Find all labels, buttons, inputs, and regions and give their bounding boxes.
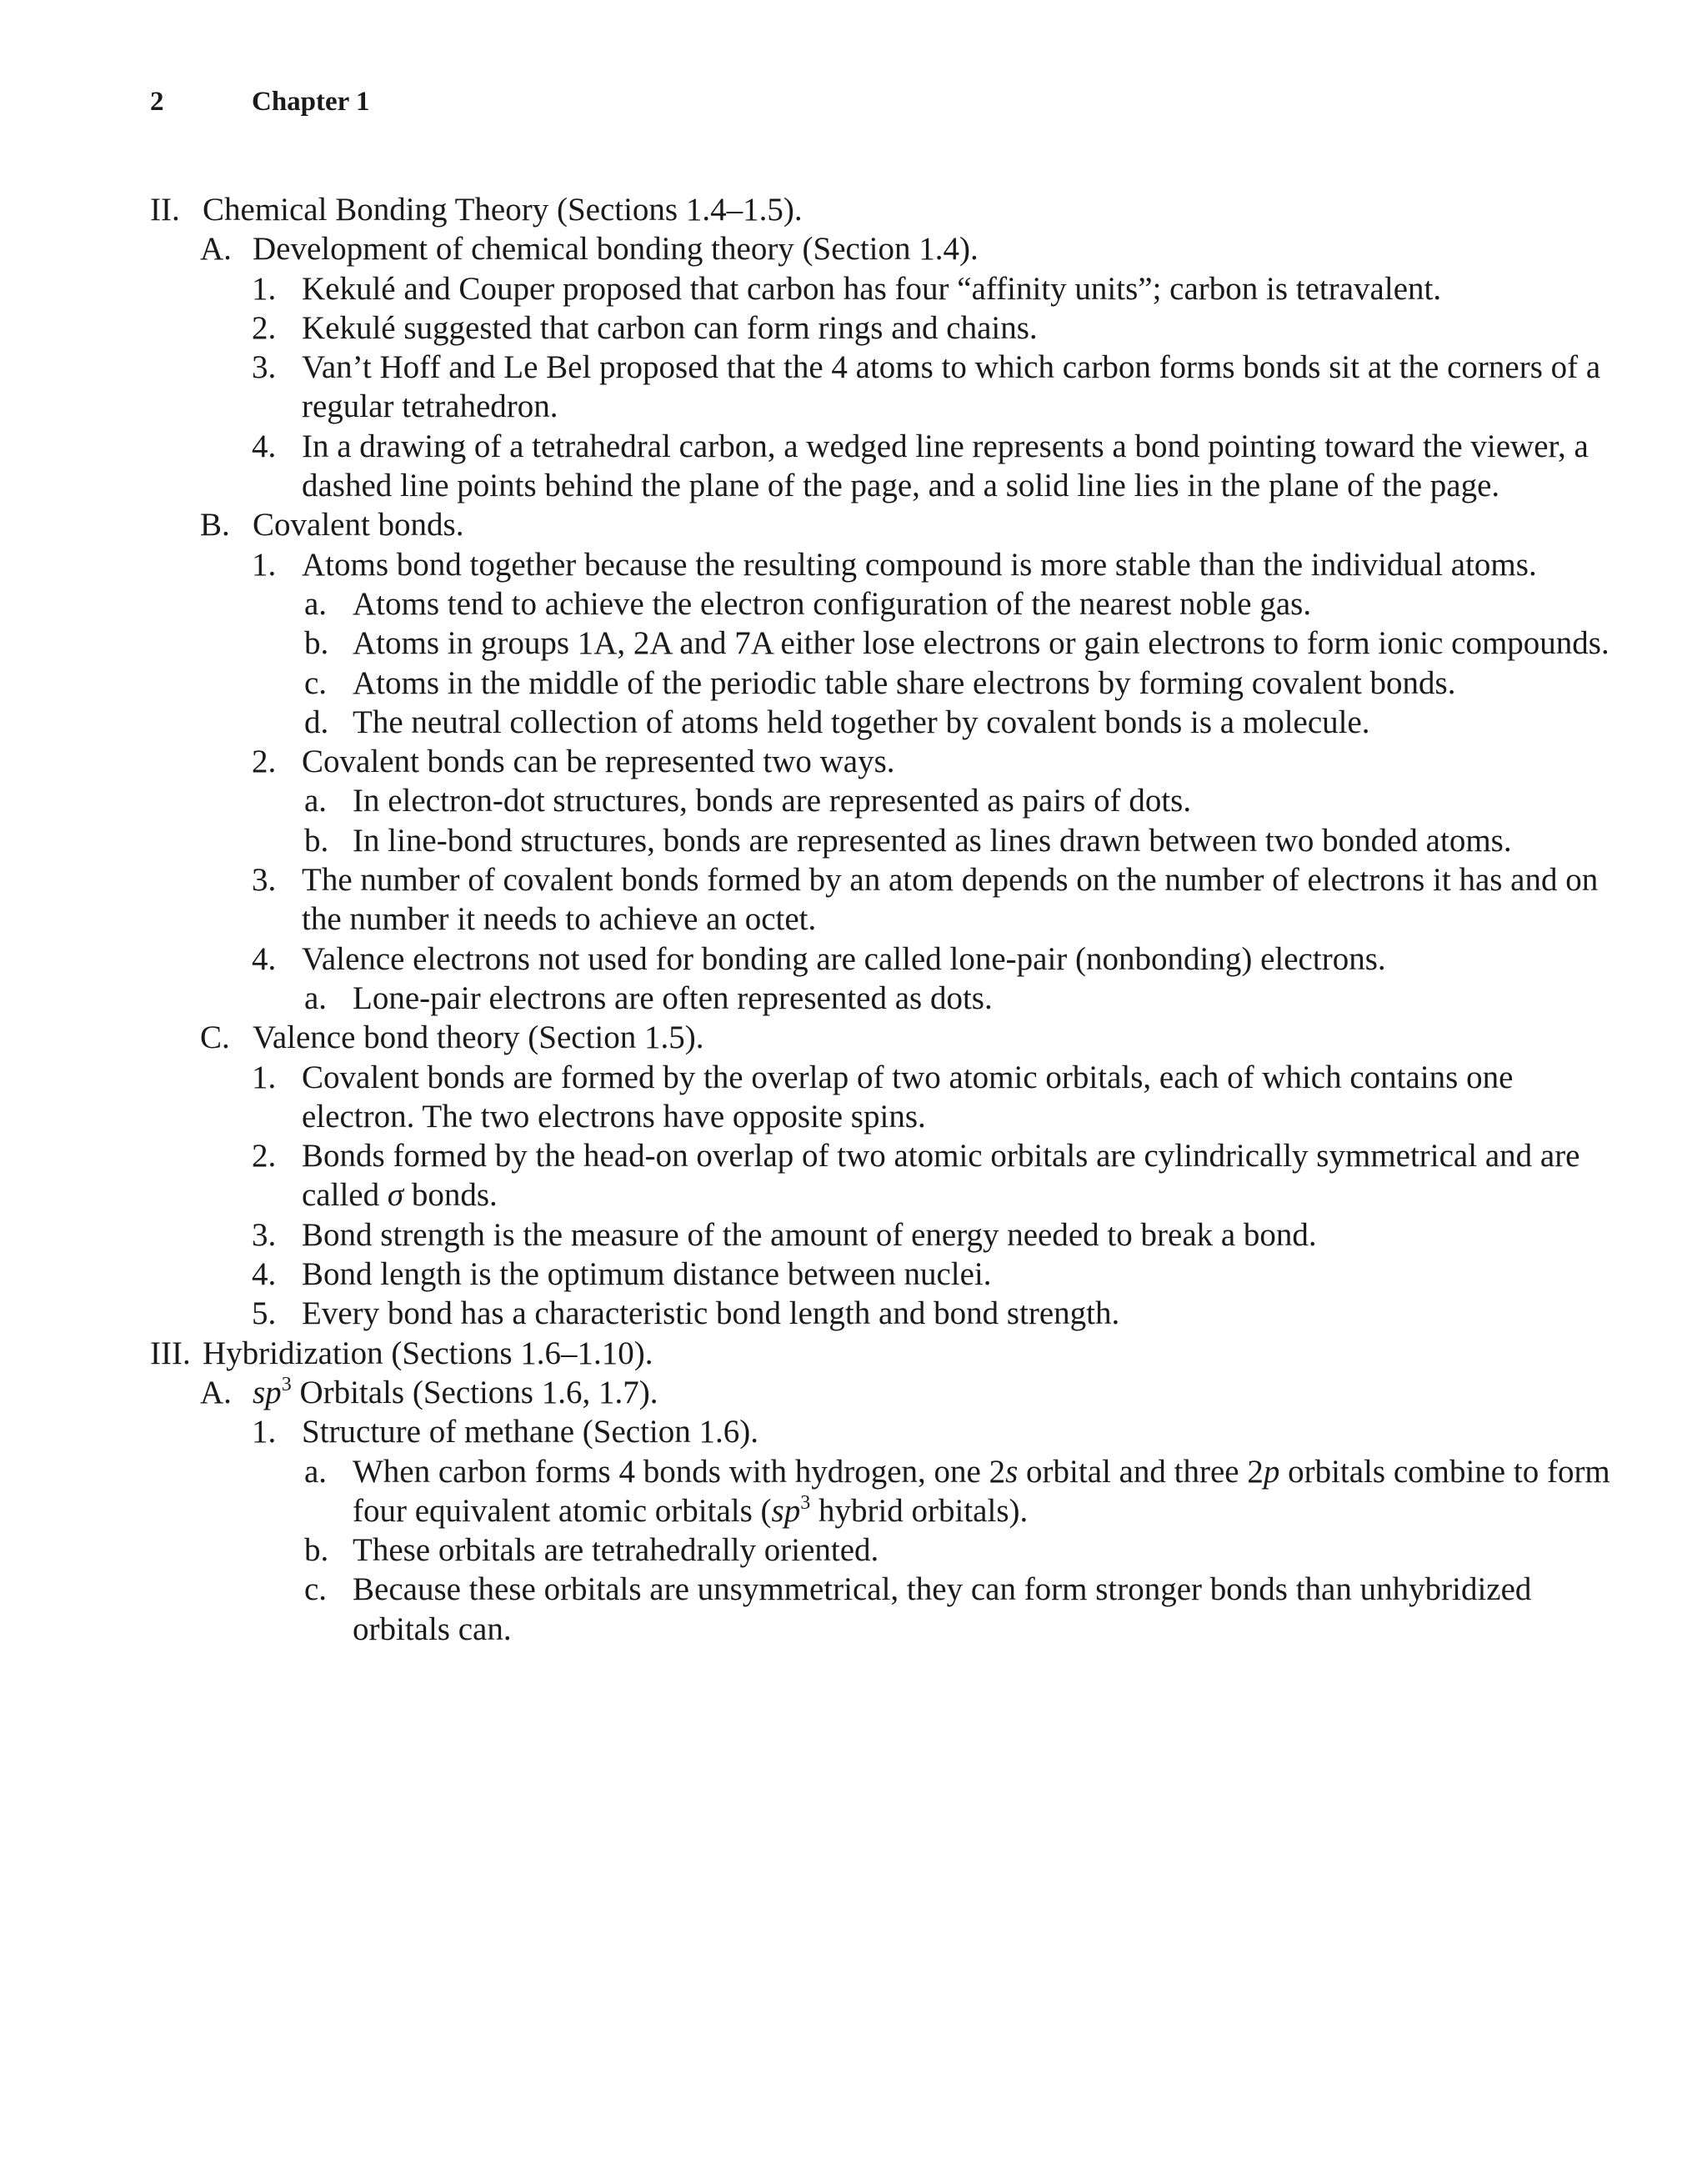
chapter-label: Chapter 1 [252, 87, 370, 117]
outline-label: 1. [252, 546, 277, 583]
outline-text: Kekulé suggested that carbon can form rings and chains. [302, 309, 1038, 346]
outline-text: Valence electrons not used for bonding are called lone-pair (nonbonding) electrons. [302, 940, 1386, 977]
outline-label: 3. [252, 1216, 277, 1253]
outline-item [150, 1294, 1625, 1333]
outline-text: Lone-pair electrons are often represented as dots. [353, 979, 993, 1016]
outline-text: The neutral collection of atoms held together by covalent bonds is a molecule. [353, 704, 1370, 740]
outline-item [150, 505, 1625, 544]
outline-item [150, 1136, 1625, 1215]
orbital-symbol: p [1263, 1453, 1280, 1490]
outline-text [302, 1138, 1580, 1213]
outline-text [253, 1375, 658, 1410]
outline-label: III. [150, 1335, 191, 1371]
outline-text: Van’t Hoff and Le Bel proposed that the 4 atoms to which carbon forms bonds sit at the corners of a regular tetrahedron. [302, 349, 1601, 425]
outline-text: Structure of methane (Section 1.6). [302, 1414, 758, 1450]
outline-label: 3. [252, 862, 277, 899]
outline-item [150, 269, 1625, 308]
outline-item [150, 979, 1625, 1018]
outline-text: In electron-dot structures, bonds are represented as pairs of dots. [353, 783, 1192, 819]
outline-item [150, 308, 1625, 348]
outline-item [150, 545, 1625, 584]
outline-label: 1. [252, 270, 277, 307]
outline-item [150, 1334, 1625, 1373]
running-head [150, 87, 369, 118]
outline-item [150, 1255, 1625, 1294]
outline-label: 4. [252, 1256, 277, 1293]
outline-item [150, 1530, 1625, 1570]
outline-text: Covalent bonds. [253, 507, 464, 543]
outline-label: d. [304, 704, 329, 740]
text-run: Orbitals (Sections 1.6, 1.7). [291, 1374, 658, 1410]
outline-label: a. [304, 783, 328, 819]
outline-label: a. [304, 585, 328, 622]
outline-label: 4. [252, 428, 277, 464]
outline-text [353, 1454, 1610, 1529]
outline-text: Atoms bond together because the resulting compound is more stable than the individual atoms. [302, 546, 1537, 583]
outline-label: 2. [252, 1138, 277, 1175]
outline-text: Valence bond theory (Section 1.5). [253, 1019, 704, 1056]
superscript: 3 [281, 1373, 292, 1395]
page-number: 2 [150, 87, 164, 117]
outline-text: In a drawing of a tetrahedral carbon, a wedged line represents a bond pointing toward the viewer, a dashed line points behind the plane of the page, and a solid line lies in the plane of the page. [302, 428, 1589, 504]
outline-label: 1. [252, 1059, 277, 1095]
outline-item [150, 742, 1625, 781]
outline-text: Hybridization (Sections 1.6–1.10). [203, 1335, 653, 1371]
outline-item [150, 1412, 1625, 1451]
outline-label: II. [150, 192, 180, 228]
outline-item [150, 939, 1625, 979]
outline-label: A. [200, 231, 232, 268]
outline-text: Covalent bonds are formed by the overlap of two atomic orbitals, each of which contains one electron. The two electrons have opposite spins. [302, 1059, 1514, 1135]
outline-item [150, 821, 1625, 860]
outline-item [150, 1215, 1625, 1255]
outline-label: 2. [252, 744, 277, 780]
outline-text: Development of chemical bonding theory (Section 1.4). [253, 231, 979, 268]
outline-label: 2. [252, 309, 277, 346]
orbital-symbol: sp [253, 1374, 282, 1410]
outline-text: Kekulé and Couper proposed that carbon has four “affinity units”; carbon is tetravalent. [302, 270, 1442, 307]
sigma-symbol: σ [387, 1177, 404, 1214]
outline-text: Bond length is the optimum distance between nuclei. [302, 1256, 992, 1293]
text-run: hybrid orbitals). [810, 1492, 1029, 1529]
outline-label: c. [304, 1571, 328, 1608]
outline-item [150, 348, 1625, 427]
outline-item [150, 1058, 1625, 1137]
outline-label: 5. [252, 1295, 277, 1332]
outline-label: a. [304, 1453, 328, 1490]
outline-text: Bond strength is the measure of the amount of energy needed to break a bond. [302, 1216, 1317, 1253]
outline-item [150, 1452, 1625, 1531]
outline-item [150, 190, 1625, 229]
outline-label: 3. [252, 349, 277, 386]
outline-label: 4. [252, 940, 277, 977]
outline-text: Because these orbitals are unsymmetrical, they can form stronger bonds than unhybridized orbitals can. [353, 1571, 1532, 1647]
outline-label: 1. [252, 1414, 277, 1450]
outline-label: C. [200, 1019, 230, 1056]
outline-label: b. [304, 822, 329, 859]
outline-item [150, 664, 1625, 703]
outline-label: b. [304, 1532, 329, 1569]
superscript: 3 [800, 1491, 811, 1514]
outline-text: Covalent bonds can be represented two ways. [302, 744, 895, 780]
outline-text: Atoms in groups 1A, 2A and 7A either lose electrons or gain electrons to form ionic compounds. [353, 625, 1609, 662]
outline-item [150, 781, 1625, 820]
outline-label: b. [304, 625, 329, 662]
text-run: Bonds formed by the head-on overlap of two atomic orbitals are cylindrically symmetrical and are called [302, 1138, 1580, 1214]
outline-item [150, 1373, 1625, 1412]
outline-text: Atoms in the middle of the periodic table share electrons by forming covalent bonds. [353, 664, 1456, 701]
orbital-symbol: sp [771, 1492, 801, 1529]
outline-text: These orbitals are tetrahedrally oriented. [353, 1532, 879, 1569]
outline-item [150, 860, 1625, 939]
outline-item [150, 584, 1625, 624]
outline-text: Atoms tend to achieve the electron configuration of the nearest noble gas. [353, 585, 1312, 622]
outline-text: Every bond has a characteristic bond length and bond strength. [302, 1295, 1120, 1332]
outline-item [150, 1570, 1625, 1649]
outline-item [150, 703, 1625, 742]
orbital-symbol: s [1005, 1453, 1019, 1490]
text-run: bonds. [403, 1177, 498, 1214]
outline-label: A. [200, 1374, 232, 1410]
outline-label: B. [200, 507, 230, 543]
text-run: orbitals combine to form four equivalent atomic orbitals ( [353, 1453, 1610, 1529]
text-run: orbital and three 2 [1018, 1453, 1264, 1490]
outline-item [150, 427, 1625, 506]
outline-text: Chemical Bonding Theory (Sections 1.4–1.5). [203, 192, 803, 228]
text-run: When carbon forms 4 bonds with hydrogen, one 2 [353, 1453, 1006, 1490]
outline-label: c. [304, 664, 328, 701]
outline-item [150, 624, 1625, 663]
outline-label: a. [304, 979, 328, 1016]
outline [150, 190, 1625, 1649]
outline-text: The number of covalent bonds formed by an atom depends on the number of electrons it has and on the number it needs to achieve an octet. [302, 862, 1599, 938]
outline-item [150, 1018, 1625, 1057]
outline-item [150, 229, 1625, 268]
outline-text: In line-bond structures, bonds are represented as lines drawn between two bonded atoms. [353, 822, 1512, 859]
